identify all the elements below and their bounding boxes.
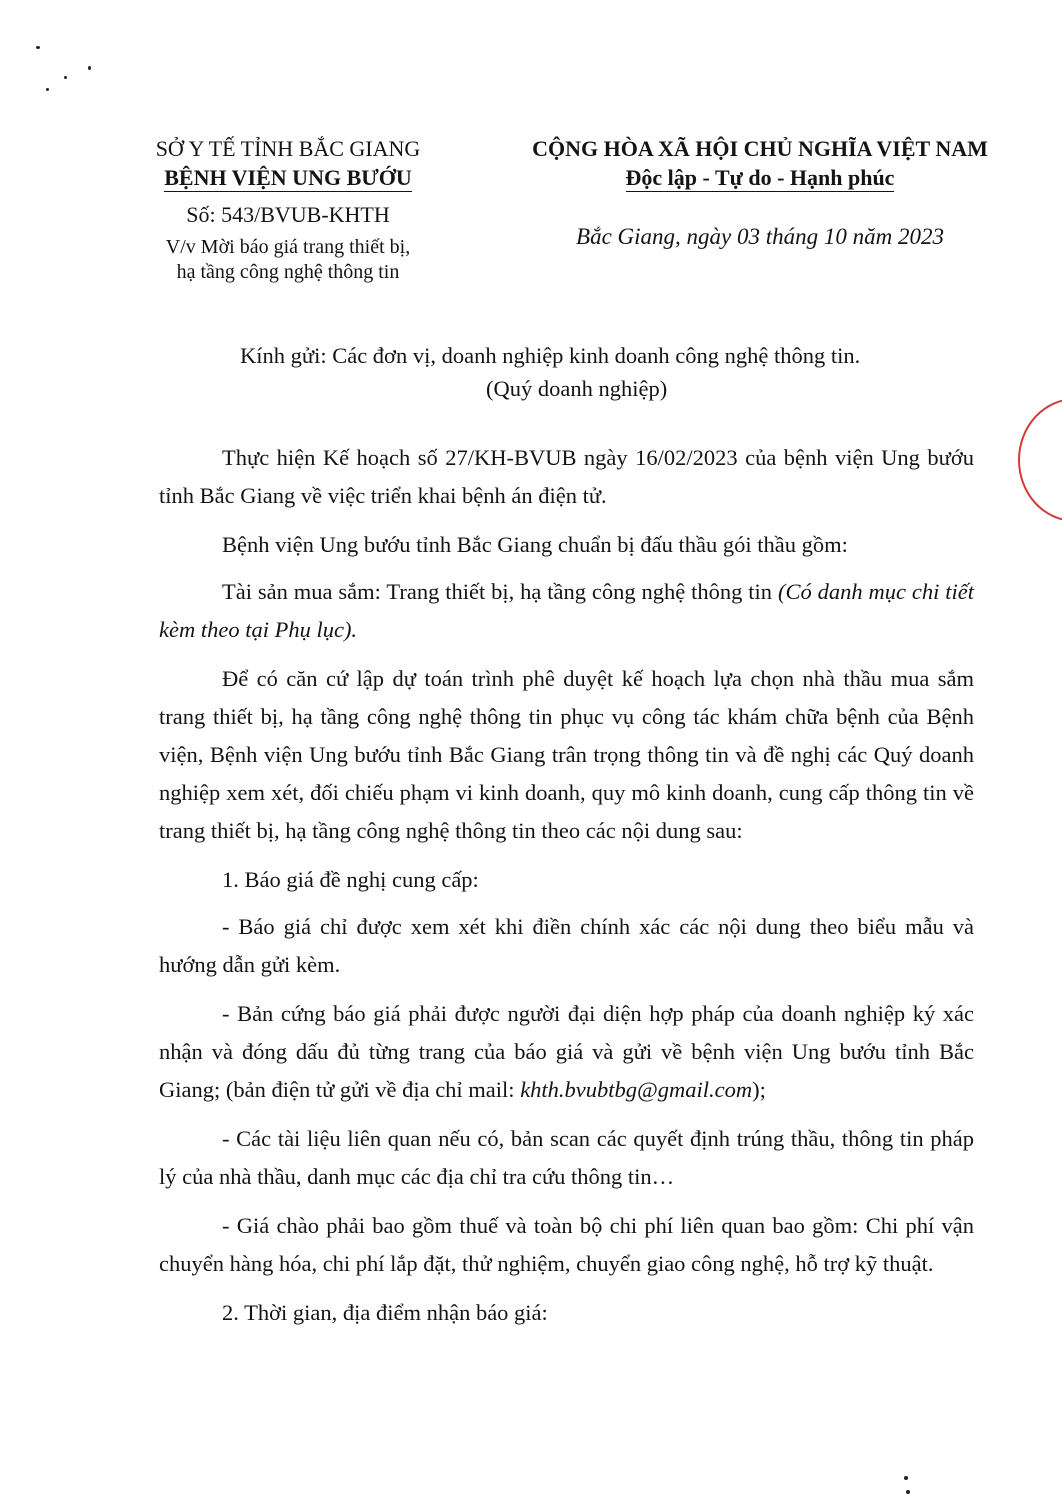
section-2-title: 2. Thời gian, địa điểm nhận báo giá: [222, 1300, 548, 1325]
scan-speck [88, 66, 91, 70]
national-header [460, 134, 1060, 251]
scan-speck [904, 1476, 908, 1480]
issuer-block [118, 134, 458, 285]
subject-line-2: hạ tầng công nghệ thông tin [176, 261, 400, 283]
country-name: CỘNG HÒA XÃ HỘI CHỦ NGHĨA VIỆT NAM [532, 136, 988, 161]
scan-speck [906, 1490, 910, 1494]
hospital-name: BỆNH VIỆN UNG BƯỚU [164, 165, 412, 190]
national-motto: Độc lập - Tự do - Hạnh phúc [625, 165, 895, 190]
paragraph-plan-reference: Thực hiện Kế hoạch số 27/KH-BVUB ngày 16/02/2023 của bệnh viện Ung bướu tỉnh Bắc Giang về việc triển khai bệnh án điện tử. [159, 445, 974, 508]
document-number: Số: 543/BVUB-KHTH [186, 202, 390, 227]
department-name: SỞ Y TẾ TỈNH BẮC GIANG [155, 136, 421, 161]
scan-speck [36, 46, 40, 49]
document-date: Bắc Giang, ngày 03 tháng 10 năm 2023 [576, 224, 944, 249]
letter-body [159, 439, 974, 1343]
subject-line-1: V/v Mời báo giá trang thiết bị, [165, 236, 411, 258]
bullet-quote-form: - Báo giá chỉ được xem xét khi điền chính xác các nội dung theo biểu mẫu và hướng dẫn gửi kèm. [159, 914, 974, 977]
contact-email[interactable]: khth.bvubtbg@gmail.com [520, 1077, 753, 1102]
assets-note: (Có danh mục chi tiết kèm theo tại Phụ lục). [159, 579, 974, 642]
hard-copy-text: - Bản cứng báo giá phải được người đại diện hợp pháp của doanh nghiệp ký xác nhận và đóng dấu đủ từng trang của báo giá và gửi về bệnh viện Ung bướu tỉnh Bắc Giang; (bản điện tử gửi về địa chỉ mail: [159, 1001, 974, 1102]
assets-text: Tài sản mua sắm: Trang thiết bị, hạ tầng công nghệ thông tin [222, 579, 778, 604]
recipient-line-1: Kính gửi: Các đơn vị, doanh nghiệp kinh doanh công nghệ thông tin. [240, 343, 861, 368]
paragraph-request: Để có căn cứ lập dự toán trình phê duyệt kế hoạch lựa chọn nhà thầu mua sắm trang thiết bị, hạ tầng công nghệ thông tin phục vụ công tác khám chữa bệnh của Bệnh viện, Bệnh viện Ung bướu tỉnh Bắc Giang trân trọng thông tin và đề nghị các Quý doanh nghiệp xem xét, đối chiếu phạm vi kinh doanh, quy mô kinh doanh, cung cấp thông tin về trang thiết bị, hạ tầng công nghệ thông tin theo các nội dung sau: [159, 666, 974, 843]
recipient-block [240, 339, 1000, 405]
scan-speck [64, 76, 67, 79]
bullet-documents: - Các tài liệu liên quan nếu có, bản scan các quyết định trúng thầu, thông tin pháp lý của nhà thầu, danh mục các địa chỉ tra cứu thông tin… [159, 1126, 974, 1189]
paragraph-assets [159, 573, 974, 649]
bullet-hard-copy [159, 995, 974, 1109]
recipient-line-2: (Quý doanh nghiệp) [486, 376, 668, 401]
section-1-title: 1. Báo giá đề nghị cung cấp: [222, 867, 479, 892]
paragraph-tender-intro: Bệnh viện Ung bướu tỉnh Bắc Giang chuẩn bị đấu thầu gói thầu gồm: [222, 532, 848, 557]
hard-copy-end: ); [752, 1077, 766, 1102]
red-stamp-edge [1018, 398, 1062, 522]
scan-speck [46, 88, 49, 91]
bullet-pricing: - Giá chào phải bao gồm thuế và toàn bộ chi phí liên quan bao gồm: Chi phí vận chuyển hàng hóa, chi phí lắp đặt, thử nghiệm, chuyển giao công nghệ, hỗ trợ kỹ thuật. [159, 1213, 974, 1276]
